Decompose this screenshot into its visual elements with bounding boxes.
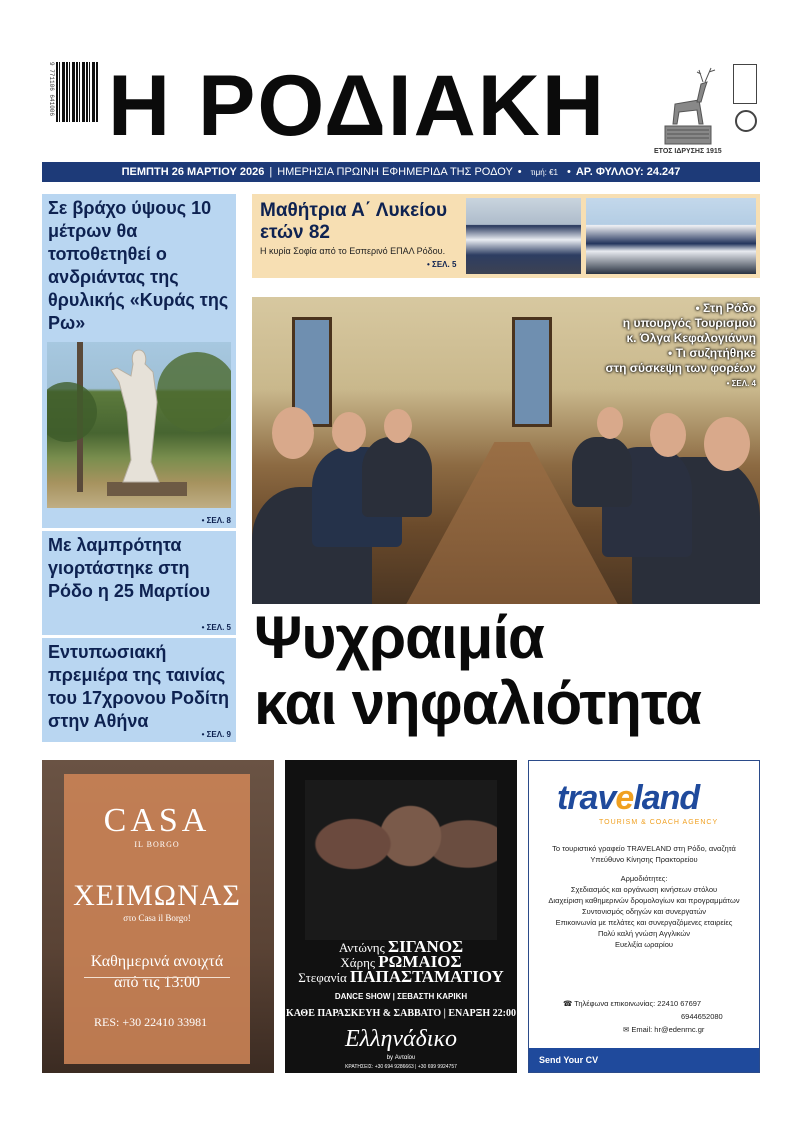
story-25-martiou[interactable] — [42, 531, 236, 635]
issue-date: ΠΕΜΠΤΗ 26 ΜΑΡΤΙΟΥ 2026 — [121, 166, 265, 178]
person-head — [384, 409, 412, 443]
ad-brand-sub: IL BORGO — [134, 840, 180, 849]
ad-hours-line: από τις 13:00 — [114, 974, 200, 991]
date-info-bar — [42, 162, 760, 182]
qr-badge — [733, 64, 757, 104]
masthead — [0, 0, 800, 165]
send-cv-banner[interactable]: Send Your CV — [529, 1048, 759, 1072]
performer-first: Στεφανία — [298, 970, 347, 985]
caption-line: • Τι συζητήθηκε — [668, 346, 756, 360]
main-headline[interactable] — [254, 605, 701, 737]
ad-hours-line: Καθημερινά ανοιχτά — [90, 953, 224, 970]
job-intro: Το τουριστικό γραφείο TRAVELAND στη Ρόδο, αναζητά Υπεύθυνο Κίνησης Πρακτορείου — [552, 844, 736, 864]
page-reference: • ΣΕΛ. 5 — [427, 260, 457, 269]
mail-icon: ✉ — [623, 1025, 632, 1034]
main-headline-line2: και νηφαλιότητα — [254, 670, 701, 737]
parade-photo-2 — [586, 198, 756, 274]
ad-reservation-phone: RES: +30 22410 33981 — [94, 1015, 208, 1029]
ad-brand: CASA — [103, 802, 211, 839]
duty-item: Πολύ καλή γνώση Αγγλικών — [597, 929, 691, 938]
person-head — [332, 412, 366, 452]
duty-item: Διαχείριση καθημερινών δρομολογίων και προγραμμάτων — [548, 896, 740, 905]
story-headline[interactable]: Εντυπωσιακή πρεμιέρα της ταινίας του 17χρονου Ροδίτη στην Αθήνα — [48, 642, 229, 731]
barcode-bars — [56, 62, 98, 122]
bullet-separator: • — [517, 166, 522, 178]
divider — [84, 977, 230, 978]
performer-names — [285, 937, 517, 986]
page-reference: • ΣΕΛ. 5 — [201, 623, 231, 632]
photo-caption — [606, 301, 756, 391]
email[interactable]: Email: hr@edenrnc.gr — [631, 1025, 705, 1034]
page-reference: • ΣΕΛ. 9 — [201, 730, 231, 739]
duty-item: Επικοινωνία με πελάτες και συνεργαζόμενες εταιρείες — [555, 918, 733, 927]
duty-item: Σχεδιασμός και οργάνωση κινήσεων στόλου — [570, 885, 718, 894]
job-description — [537, 843, 751, 950]
newspaper-logo[interactable]: Η ΡΟΔΙΑΚΗ — [108, 58, 606, 154]
show-days: ΚΑΘΕ ΠΑΡΑΣΚΕΥΗ & ΣΑΒΒΑΤΟ | ΕΝΑΡΞΗ 22:00 — [286, 1008, 516, 1019]
story-headline[interactable]: Σε βράχο ύψους 10 μέτρων θα τοποθετηθεί ο ανδριάντας της θρυλικής «Κυράς της Ρω» — [48, 198, 229, 333]
teaser-subtitle: Η κυρία Σοφία από το Εσπερινό ΕΠΑΛ Ρόδου. — [260, 246, 446, 256]
caption-line: η υπουργός Τουρισμού — [622, 316, 756, 330]
barcode — [48, 62, 98, 142]
issue-number: ΑΡ. ΦΥΛΛΟΥ: 24.247 — [575, 166, 681, 178]
reservation-phones: ΚΡΑΤΗΣΕΙΣ: +30 694 9286663 | +30 699 9924757 — [345, 1064, 457, 1070]
story-film-premiere[interactable] — [42, 638, 236, 742]
person-head — [650, 413, 686, 457]
story-headline[interactable]: Με λαμπρότητα γιορτάστηκε στη Ρόδο η 25 Μαρτίου — [48, 535, 211, 601]
statue-illustration — [47, 342, 231, 508]
person — [362, 437, 432, 517]
price: τιμή: €1 — [530, 167, 558, 177]
ad-casa-il-borgo[interactable] — [42, 760, 274, 1073]
performer-first: Αντώνης — [338, 940, 385, 955]
main-headline-line1: Ψυχραιμία — [254, 604, 544, 671]
statue-photo — [47, 342, 231, 508]
person-head — [704, 417, 750, 471]
ad-traveland[interactable] — [528, 760, 760, 1073]
person — [572, 437, 632, 507]
venue-by: by Ανταίου — [386, 1055, 416, 1061]
ad-hours — [64, 951, 250, 993]
deer-statue-icon — [655, 64, 721, 146]
performers-photo — [305, 780, 497, 940]
ad-panel — [64, 774, 250, 1064]
masthead-badges — [733, 64, 759, 156]
contact-info — [563, 997, 723, 1036]
duty-item: Συντονισμός οδηγών και συνεργατών — [581, 907, 707, 916]
teaser-headline[interactable] — [260, 200, 447, 244]
performer-last: ΡΩΜΑΙΟΣ — [378, 952, 462, 971]
newspaper-descriptor: ΗΜΕΡΗΣΙΑ ΠΡΩΙΝΗ ΕΦΗΜΕΡΙΔΑ ΤΗΣ ΡΟΔΟΥ — [277, 166, 513, 178]
performer-last: ΠΑΠΑΣΤΑΜΑΤΙΟΥ — [350, 967, 504, 986]
dance-show: DANCE SHOW | ΣΕΒΑΣΤΗ ΚΑΡΙΚΗ — [334, 992, 468, 1001]
caption-line: κ. Όλγα Κεφαλογιάννη — [626, 331, 756, 345]
teaser-student-82[interactable] — [252, 194, 760, 278]
story-kyra-tis-ro[interactable] — [42, 194, 236, 528]
ad-title-sub: στο Casa il Borgo! — [123, 913, 191, 923]
barcode-digits: 9 771106 641006 — [48, 62, 55, 117]
ad-ellinadiko[interactable] — [285, 760, 517, 1073]
duties-title: Αρμοδιότητες: — [620, 874, 668, 883]
phone-secondary: 6944652080 — [681, 1012, 723, 1021]
teaser-headline-line2: ετών 82 — [260, 222, 330, 243]
ad-title: ΧΕΙΜΩΝΑΣ — [73, 879, 241, 912]
certification-icon — [735, 110, 757, 132]
performer-last: ΣΙΓΑΝΟΣ — [387, 937, 464, 956]
performer-first: Χάρης — [340, 955, 376, 970]
caption-line: • Στη Ρόδο — [695, 301, 756, 315]
parade-photo-1 — [466, 198, 581, 274]
person-head — [272, 407, 314, 459]
phone-icon: ☎ — [563, 999, 575, 1008]
phone-label: Τηλέφωνα επικοινωνίας: 22410 67697 — [574, 999, 702, 1008]
bullet-separator: • — [566, 166, 571, 178]
traveland-logo: traveland — [557, 779, 700, 817]
caption-line: στη σύσκεψη των φορέων — [605, 361, 756, 375]
duty-item: Ευελιξία ωραρίου — [615, 940, 673, 949]
main-story-photo[interactable] — [252, 297, 760, 604]
window — [512, 317, 552, 427]
traveland-tagline: TOURISM & COACH AGENCY — [599, 819, 719, 826]
teaser-headline-line1: Μαθήτρια Α΄ Λυκείου — [260, 200, 448, 221]
person-head — [597, 407, 623, 439]
page-reference: • ΣΕΛ. 4 — [726, 379, 756, 388]
venue-name: Ελληνάδικο — [345, 1026, 457, 1052]
divider: | — [269, 166, 273, 178]
page-reference: • ΣΕΛ. 8 — [201, 516, 231, 525]
founded-year: ΕΤΟΣ ΙΔΡΥΣΗΣ 1915 — [654, 148, 722, 155]
